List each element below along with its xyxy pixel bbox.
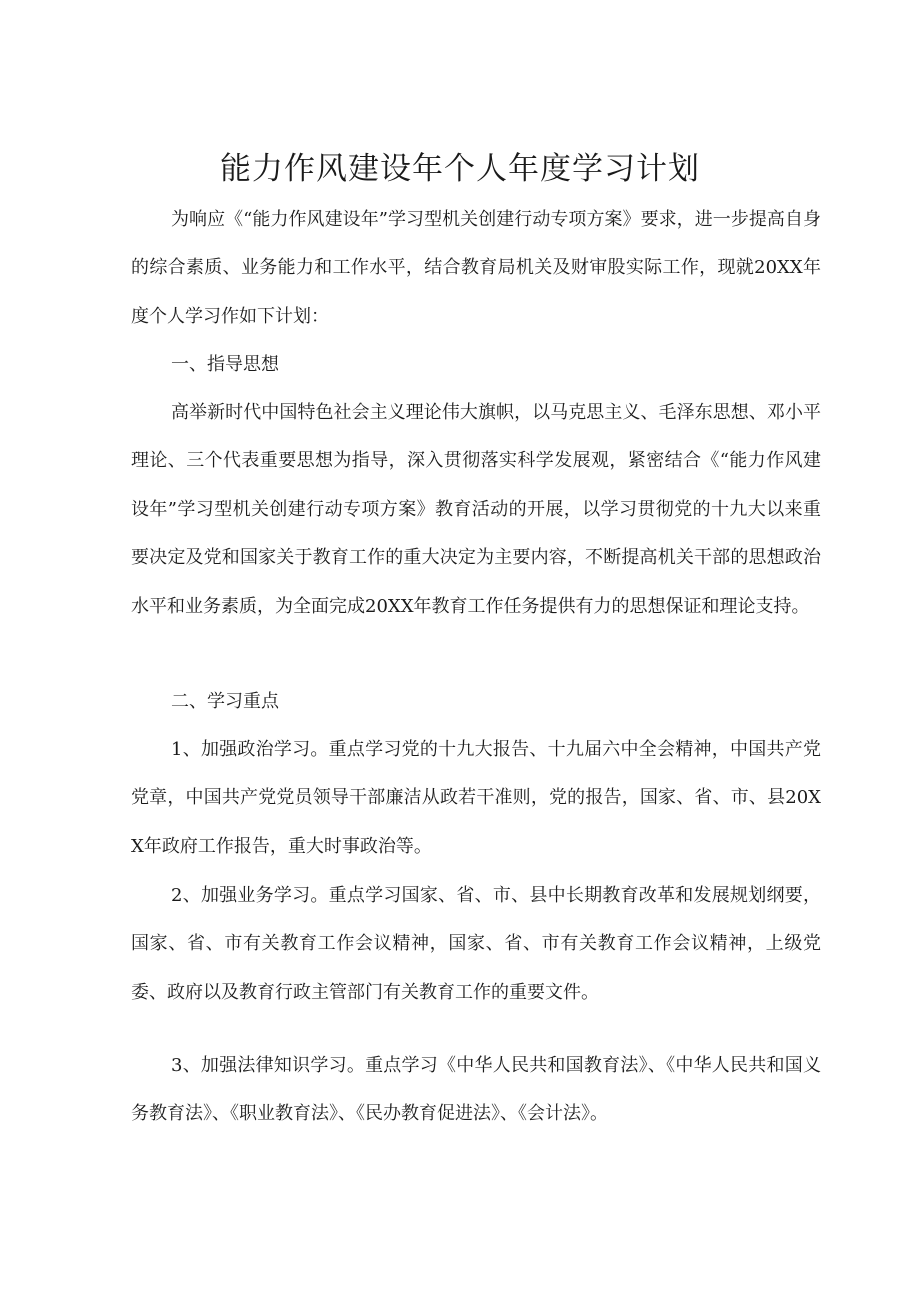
section-heading-study-focus: 二、学习重点	[171, 691, 279, 712]
study-item-business: 2、加强业务学习。重点学习国家、省、市、县中长期教育改革和发展规划纲要，国家、省、市有关教育工作会议精神，国家、省、市有关教育工作会议精神，上级党委、政府以及教育行政主管部门有关教育工作的重要文件。	[131, 885, 821, 1003]
document-title: 能力作风建设年个人年度学习计划	[220, 151, 700, 187]
section-heading-guiding-thought: 一、指导思想	[171, 354, 279, 375]
guiding-thought-paragraph: 高举新时代中国特色社会主义理论伟大旗帜，以马克思主义、毛泽东思想、邓小平理论、三个代表重要思想为指导，深入贯彻落实科学发展观，紧密结合《“能力作风建设年”学习型机关创建行动专项方案》教育活动的开展，以学习贯彻党的十九大以来重要决定及党和国家关于教育工作的重大决定为主要内容，不断提高机关干部的思想政治水平和业务素质，为全面完成20XX年教育工作任务提供有力的思想保证和理论支持。	[131, 402, 821, 617]
intro-paragraph: 为响应《“能力作风建设年”学习型机关创建行动专项方案》要求，进一步提高自身的综合素质、业务能力和工作水平，结合教育局机关及财审股实际工作，现就20XX年度个人学习作如下计划：	[131, 209, 821, 327]
study-item-law: 3、加强法律知识学习。重点学习《中华人民共和国教育法》、《中华人民共和国义务教育法》、《职业教育法》、《民办教育促进法》、《会计法》。	[131, 1055, 821, 1125]
study-item-political: 1、加强政治学习。重点学习党的十九大报告、十九届六中全会精神，中国共产党党章，中国共产党党员领导干部廉洁从政若干准则，党的报告，国家、省、市、县20XX年政府工作报告，重大时事政治等。	[131, 739, 821, 857]
